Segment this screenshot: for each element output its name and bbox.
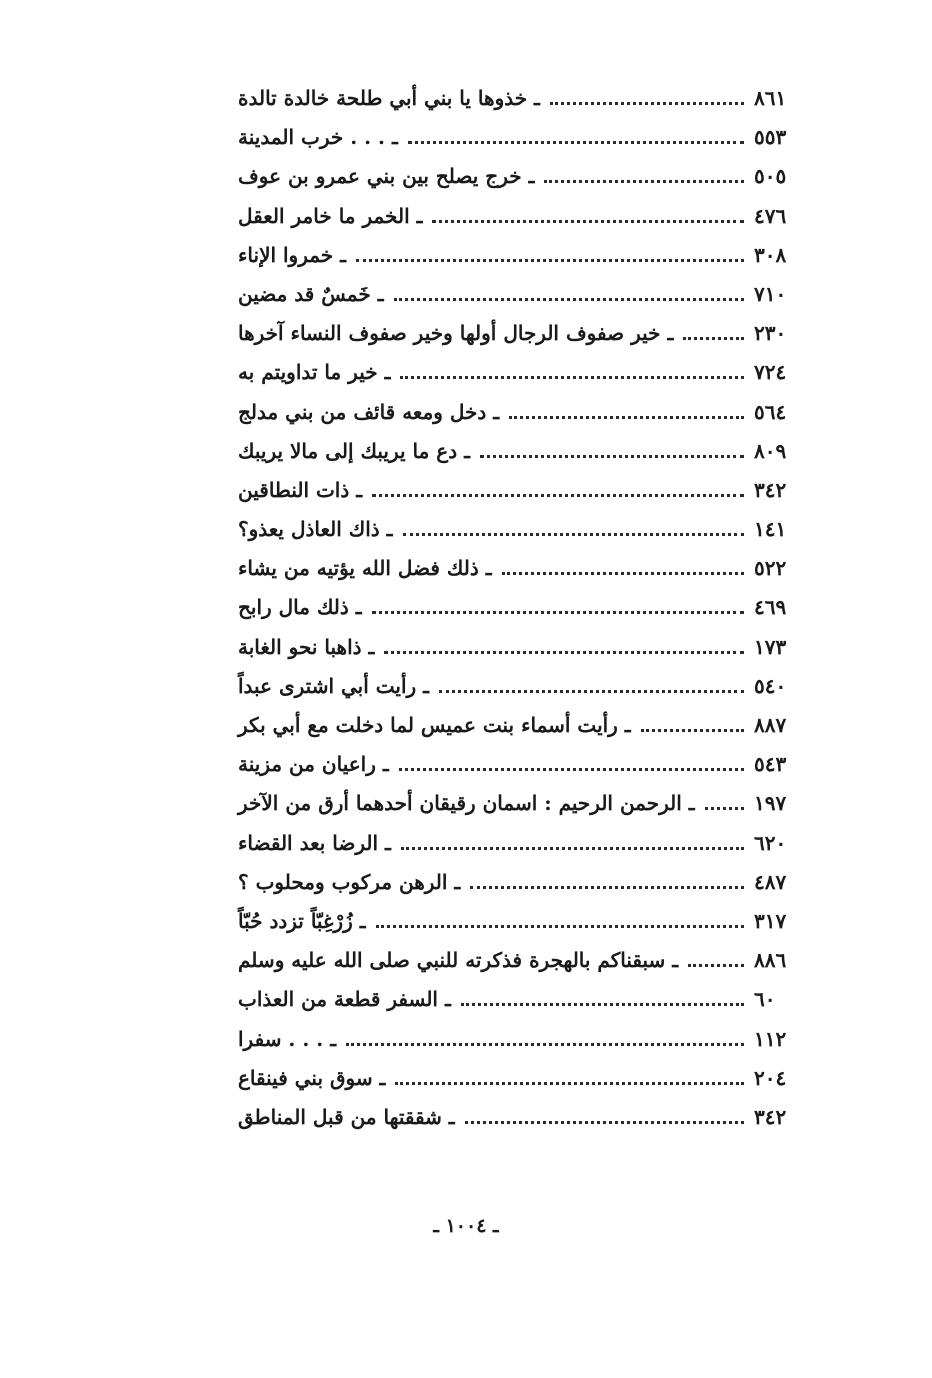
entry-text: ـ ذاهبا نحو الغابة [238, 634, 375, 659]
entry-text: ـ شققتها من قبل المناطق [238, 1104, 455, 1129]
entry-page-number: ٤٧٦ [754, 203, 787, 228]
dot-leader [372, 493, 744, 497]
entry-text: ـ زُرْغِبّاً تزدد حُبّاً [238, 908, 366, 933]
entry-text: ـ . . . سفرا [238, 1026, 337, 1051]
entry-text: ـ خَمسٌ قد مضين [238, 281, 384, 306]
index-entry [238, 752, 800, 791]
entry-page-number: ٤٦٩ [754, 595, 787, 620]
entry-text: ـ دع ما يريبك إلى مالا يريبك [238, 438, 470, 463]
dot-leader [439, 689, 744, 693]
index-entry [238, 556, 800, 595]
dot-leader [432, 219, 744, 223]
dot-leader [502, 571, 744, 575]
index-entry [238, 517, 800, 556]
index-entry [238, 831, 800, 870]
entry-page-number: ١١٢ [754, 1026, 787, 1051]
entry-text: ـ السفر قطعة من العذاب [238, 987, 451, 1012]
entry-page-number: ١٤١ [754, 517, 787, 542]
dot-leader [550, 101, 744, 105]
index-entry [238, 1066, 800, 1105]
entry-page-number: ١٧٣ [754, 634, 787, 659]
entry-page-number: ١٩٧ [754, 791, 787, 816]
index-entry [238, 400, 800, 439]
dot-leader [400, 375, 744, 379]
index-entry [238, 360, 800, 399]
hadith-index-list [238, 86, 800, 1144]
dot-leader [346, 1042, 744, 1046]
index-entry [238, 1105, 800, 1144]
entry-text: ـ الرهن مركوب ومحلوب ؟ [238, 869, 461, 894]
entry-text: ـ سبقناكم بالهجرة فذكرته للنبي صلى الله عليه وسلم [238, 948, 679, 973]
entry-page-number: ٢٠٤ [754, 1065, 787, 1090]
index-entry [238, 1027, 800, 1066]
entry-text: ـ . . . خرب المدينة [238, 125, 398, 150]
entry-text: ـ الرحمن الرحيم : اسمان رقيقان أحدهما أرق من الآخر [238, 791, 695, 816]
entry-page-number: ٧١٠ [754, 281, 787, 306]
entry-text: ـ دخل ومعه قائف من بني مدلج [238, 399, 500, 424]
entry-page-number: ٦٠ [754, 987, 776, 1012]
dot-leader [688, 963, 744, 967]
dot-leader [399, 767, 744, 771]
entry-text: ـ خذوها يا بني أبي طلحة خالدة تالدة [238, 86, 540, 110]
index-entry [238, 439, 800, 478]
index-entry [238, 282, 800, 321]
dot-leader [403, 532, 744, 536]
dot-leader [356, 258, 744, 262]
entry-text: ـ الخمر ما خامر العقل [238, 203, 423, 228]
index-entry [238, 478, 800, 517]
entry-page-number: ٧٢٤ [754, 360, 787, 385]
dot-leader [470, 885, 744, 889]
index-entry [238, 713, 800, 752]
entry-page-number: ٨٨٧ [754, 713, 787, 737]
entry-text: ـ راعيان من مزينة [238, 752, 389, 777]
dot-leader [376, 924, 744, 928]
entry-page-number: ٨٦١ [754, 86, 787, 110]
index-entry [238, 674, 800, 713]
entry-page-number: ٥٥٣ [754, 125, 787, 150]
dot-leader [480, 454, 744, 458]
entry-page-number: ٥٠٥ [754, 164, 787, 189]
entry-text: ـ ذلك فضل الله يؤتيه من يشاء [238, 556, 492, 581]
dot-leader [394, 297, 744, 301]
entry-text: ـ خرج يصلح بين بني عمرو بن عوف [238, 164, 535, 189]
entry-text: ـ خمروا الإناء [238, 242, 346, 267]
dot-leader [408, 140, 744, 144]
entry-text: ـ الرضا بعد القضاء [238, 830, 391, 855]
entry-page-number: ٥٤٣ [754, 752, 787, 777]
entry-text: ـ ذاك العاذل يعذو؟ [238, 517, 393, 542]
index-entry [238, 204, 800, 243]
entry-page-number: ٨٨٦ [754, 948, 787, 973]
index-entry [238, 86, 800, 125]
dot-leader [384, 650, 744, 654]
page-number: ـ ١٠٠٤ ـ [433, 1215, 499, 1237]
entry-page-number: ٥٦٤ [754, 399, 787, 424]
entry-page-number: ٣٤٢ [754, 1104, 787, 1129]
entry-page-number: ٣٠٨ [754, 242, 787, 267]
dot-leader [705, 806, 744, 810]
entry-text: ـ ذات النطاقين [238, 477, 363, 502]
entry-page-number: ٨٠٩ [754, 438, 787, 463]
index-entry [238, 870, 800, 909]
entry-text: ـ رأيت أبي اشترى عبداً [238, 673, 429, 698]
entry-text: ـ ذلك مال رابح [238, 595, 362, 620]
entry-text: ـ خير صفوف الرجال أولها وخير صفوف النساء آخرها [238, 321, 674, 346]
dot-leader [401, 846, 744, 850]
entry-page-number: ٣٤٢ [754, 477, 787, 502]
index-entry [238, 987, 800, 1026]
dot-leader [683, 336, 744, 340]
dot-leader [465, 1120, 744, 1124]
index-entry [238, 125, 800, 164]
index-entry [238, 948, 800, 987]
dot-leader [641, 728, 744, 732]
entry-page-number: ٥٤٠ [754, 673, 787, 698]
dot-leader [509, 415, 744, 419]
index-entry [238, 791, 800, 830]
index-entry [238, 909, 800, 948]
dot-leader [461, 1002, 744, 1006]
index-entry [238, 321, 800, 360]
dot-leader [544, 179, 744, 183]
index-entry [238, 595, 800, 634]
index-entry [238, 635, 800, 674]
dot-leader [372, 610, 744, 614]
entry-text: ـ خير ما تداويتم به [238, 360, 391, 385]
index-entry [238, 243, 800, 282]
dot-leader [395, 1081, 744, 1085]
entry-text: ـ رأيت أسماء بنت عميس لما دخلت مع أبي بكر [238, 713, 631, 737]
entry-page-number: ٤٨٧ [754, 869, 787, 894]
entry-text: ـ سوق بني فينقاع [238, 1065, 386, 1090]
entry-page-number: ٣١٧ [754, 908, 787, 933]
entry-page-number: ٢٣٠ [754, 321, 787, 346]
entry-page-number: ٦٢٠ [754, 830, 787, 855]
index-entry [238, 164, 800, 203]
entry-page-number: ٥٢٢ [754, 556, 787, 581]
